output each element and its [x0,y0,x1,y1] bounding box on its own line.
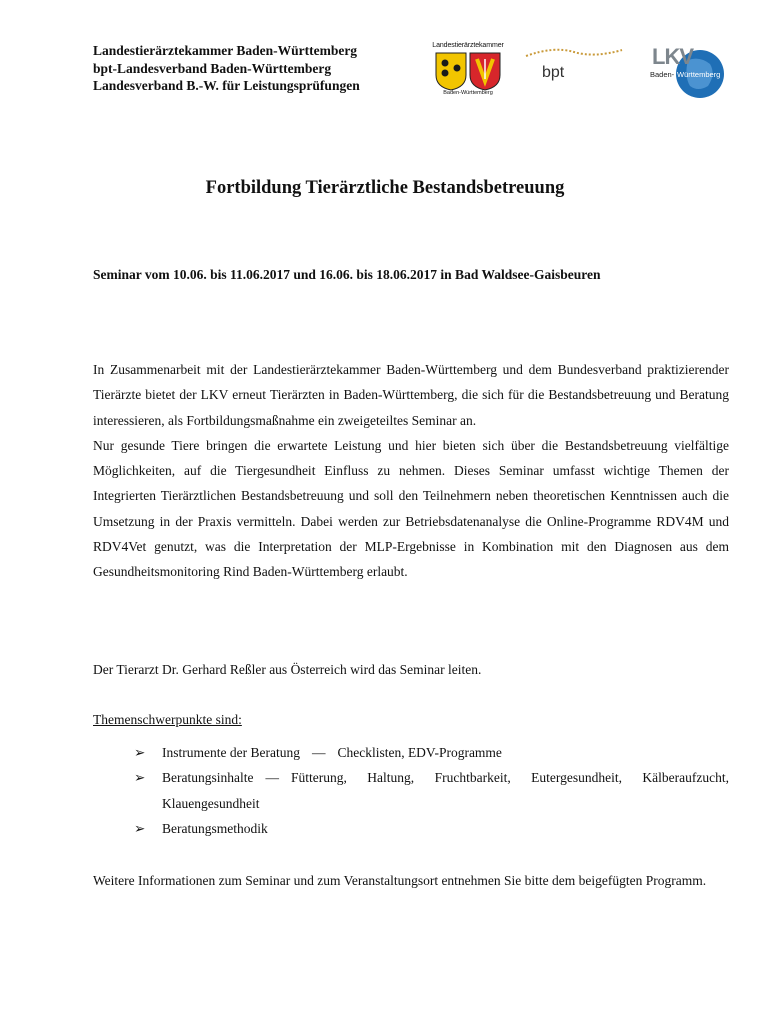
bpt-logo [524,46,624,96]
themes-heading: Themenschwerpunkte sind: [93,712,242,727]
theme-detail: Checklisten, EDV-Programme [337,745,502,760]
list-item [134,765,729,816]
document-title: Fortbildung Tierärztliche Bestandsbetreuung [205,178,565,198]
ltk-logo-caption-bottom: Baden-Württemberg [443,90,493,96]
lkv-logo-sub1: Baden- [650,70,675,79]
seminar-dates: Seminar vom 10.06. bis 11.06.2017 und 16.06. bis 18.06.2017 in Bad Waldsee-Gaisbeuren [93,267,601,282]
header-organizations [93,42,360,95]
ltk-crest-icon [433,51,503,91]
theme-detail: Fütterung, Haltung, Fruchtbarkeit, Eutergesundheit, Kälberaufzucht, Klauengesundheit [162,770,729,811]
arrow-bullet-icon: ➢ [134,770,146,786]
list-item [134,740,729,765]
lkv-logo [648,42,728,100]
speaker-paragraph: Der Tierarzt Dr. Gerhard Reßler aus Österreich wird das Seminar leiten. [93,662,482,677]
theme-dash: — [265,770,279,786]
theme-term: Instrumente der Beratung [162,745,300,760]
list-item [134,816,729,841]
theme-dash: — [311,745,326,760]
org-line-1: Landestierärztekammer Baden-Württemberg [93,43,358,58]
theme-term: Beratungsinhalte [162,770,254,786]
ltk-logo-caption-top: Landestierärztekammer [432,42,504,49]
org-line-2: bpt-Landesverband Baden-Württemberg [93,60,332,76]
org-line-3: Landesverband B.-W. für Leistungsprüfungen [93,78,360,93]
ltk-logo [428,42,508,100]
arrow-bullet-icon: ➢ [134,745,146,760]
arrow-bullet-icon: ➢ [134,820,146,836]
closing-paragraph: Weitere Informationen zum Seminar und zum Veranstaltungsort entnehmen Sie bitte dem beigefügten Programm. [93,873,707,888]
lkv-logo-sub2: Württemberg [677,70,721,79]
paragraph-content: Nur gesunde Tiere bringen die erwartete Leistung und hier bieten sich über die Bestandsbetreuung vielfältige Möglichkeiten, auf die Tiergesundheit Einfluss zu nehmen. Dieses Seminar umfasst wichtige Themen der Integrierten Tierärztlichen Bestandsbetreuung und soll den Teilnehmern neben theoretischen Kenntnissen auch die Umsetzung in der Praxis vermitteln. Dabei werden zur Betriebsdatenanalyse die Online-Programme RDV4M und RDV4Vet genutzt, was die Interpretation der MLP-Ergebnisse in Kombination mit den Diagnosen aus dem Gesundheitsmonitoring Rind Baden-Württemberg erlaubt. [93,437,729,580]
theme-term: Beratungsmethodik [162,820,268,836]
bpt-swoosh-icon [524,46,624,66]
logo-strip [428,42,728,100]
themes-list [134,740,729,841]
lkv-logo-word: LKV [652,44,693,69]
intro-text [93,357,729,585]
bpt-logo-word: bpt [542,64,565,81]
paragraph-cooperation: In Zusammenarbeit mit der Landestierärztekammer Baden-Württemberg und dem Bundesverband praktizierender Tierärzte bietet der LKV erneut Tierärzten in Baden-Württemberg, die sich für die Bestandsbetreuung und Beratung interessieren, als Fortbildungsmaßnahme ein zweigeteiltes Seminar an. [93,362,729,428]
